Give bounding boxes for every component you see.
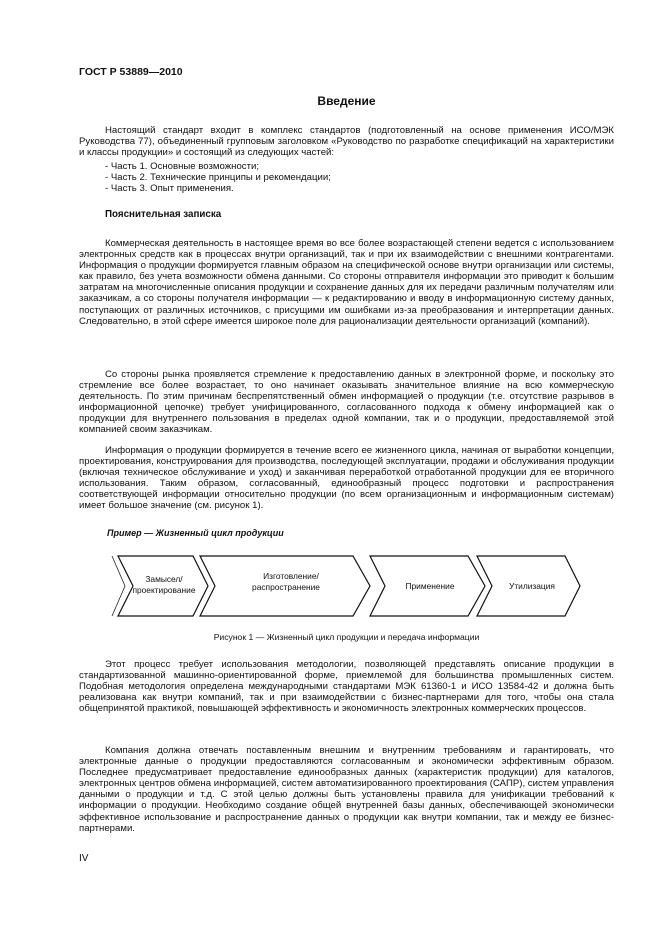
stage-label: распространение xyxy=(252,582,320,592)
after-figure-paragraph-2: Компания должна отвечать поставленным внешним и внутренним требованиям и гарантировать, что электронные данные о продукции предоставляются согласованным и экономически эффективным образом. Последнее предусматривает предоставление единообразных данных (характеристик продукции) для каталогов, электронных центров обмена информацией, систем автоматизированного проектирования (САПР), систем управления данными о продукции и т.д. С этой целью должны быть установлены правила для унификации требований к информации о продукции. Необходимо создание общей внутренней базы данных, обеспечивающей экономически эффективное использование и распространение данных о продукции как внутри компании, так и между ее бизнес-партнерами. xyxy=(79,745,614,834)
list-item: - Часть 1. Основные возможности; xyxy=(105,161,260,172)
example-label: Пример — Жизненный цикл продукции xyxy=(107,528,284,538)
stage-label: Замысел/ xyxy=(145,574,183,584)
note-title: Пояснительная записка xyxy=(105,209,222,220)
page-number: IV xyxy=(79,853,89,864)
standard-header: ГОСТ Р 53889—2010 xyxy=(79,66,183,78)
section-title: Введение xyxy=(317,94,376,108)
note-paragraph-3: Информация о продукции формируется в течение всего ее жизненного цикла, начиная от выработки концепции, проектирования, конструирования для производства, последующей эксплуатации, продажи и обслуживания продукции (включая техническое обслуживание и уход) и заканчивая переработкой отработанной продукции для ее вторичного использования. Таким образом, согласованный, единообразный процесс подготовки и распространения соответствующей информации относительно продукции (по всем организационным и информационным системам) имеет большое значение (см. рисунок 1). xyxy=(79,445,614,512)
stage-label: Изготовление/ xyxy=(263,571,319,581)
figure-caption: Рисунок 1 — Жизненный цикл продукции и передача информации xyxy=(213,632,480,642)
stage-label: Утилизация xyxy=(509,581,555,591)
stage-label: проектирование xyxy=(132,585,196,595)
list-item: - Часть 3. Опыт применения. xyxy=(105,183,234,195)
parts-list xyxy=(79,161,614,195)
list-item: - Часть 2. Технические принципы и рекомендации; xyxy=(105,172,331,184)
after-figure-paragraph-1: Этот процесс требует использования методологии, позволяющей представлять описание продукции в стандартизованной машинно-ориентированной форме, приемлемой для большинства промышленных систем. Подобная методология определена международными стандартами МЭК 61360-1 и ИСО 13584-42 и должна быть реализована как внутри компаний, так и при взаимодействии с бизнес-партнерами для того, чтобы она стала общепринятой практикой, повышающей эффективность и экономичность электронных коммерческих процессов. xyxy=(79,659,614,715)
note-paragraph-1: Коммерческая деятельность в настоящее время во все более возрастающей степени ведется с использованием электронных средств как в процессах внутри организаций, так и при их взаимодействии с внешними контрагентами. Информация о продукции формируется главным образом на специфической основе внутри организации или системы, как правило, без учета возможности обмена данными. Со стороны отправителя информации это приводит к большим затратам на многочисленные описания продукции и сохранение данных для их передачи различным получателям или заказчикам, а со стороны получателя информации — к редактированию и вводу в информационную систему данных, поступающих от различных источников, с присущими им ошибками из-за преобразования и интерпретации данных. Следовательно, в этой сфере имеется широкое поле для рационализации деятельности организаций (компаний). xyxy=(79,238,614,327)
lifecycle-diagram xyxy=(108,546,582,626)
stage-label: Применение xyxy=(405,581,455,591)
note-paragraph-2: Со стороны рынка проявляется стремление к предоставлению данных в электронной форме, и поскольку это стремление все более возрастает, то оно начинает оказывать значительное влияние на всю коммерческую деятельность. По этим причинам беспрепятственный обмен информацией о продукции (т.е. отсутствие разрывов в информационной цепочке) требует унифицированного, согласованного подхода к обмену информацией как о продукции для внутреннего пользования в пределах одной компании, так и о продукции, предоставляемой этой компанией своим заказчикам. xyxy=(79,369,614,436)
intro-paragraph: Настоящий стандарт входит в комплекс стандартов (подготовленный на основе применения ИСО/МЭК Руководства 77), объединенный групповым заголовком «Руководство по разработке спецификаций на характеристики и классы продукции» и состоящий из следующих частей: xyxy=(79,125,614,159)
